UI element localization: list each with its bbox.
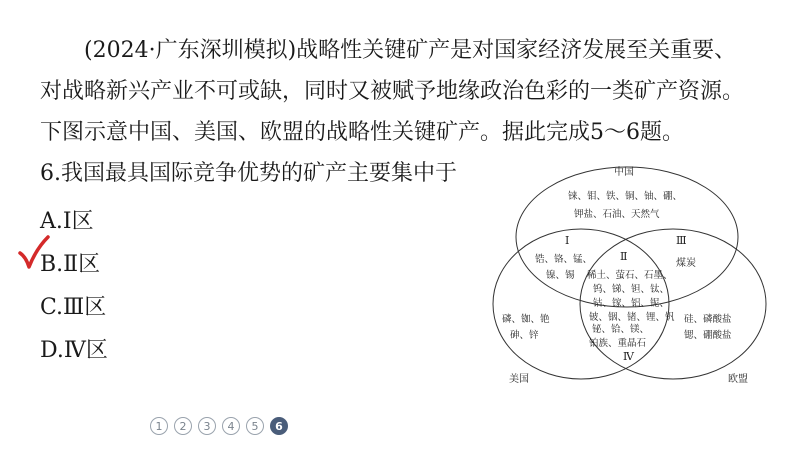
usa-only-text: 砷、锌 [510, 330, 539, 341]
page-button-4[interactable]: 4 [222, 417, 240, 435]
china-only-text: 钾盐、石油、天然气 [574, 209, 660, 220]
page-button-6-current[interactable]: 6 [270, 417, 288, 435]
page-button-5[interactable]: 5 [246, 417, 264, 435]
label-china: 中国 [614, 167, 634, 178]
zone-II-text: 钨、锑、钽、钛、 [593, 284, 670, 295]
zone-III-text: 煤炭 [676, 258, 696, 269]
region-IV-label: Ⅳ [623, 350, 634, 363]
passage [40, 30, 790, 153]
option-a[interactable]: A.Ⅰ区 [40, 209, 94, 234]
zone-IV-text: 铋、铪、镁、 [592, 324, 650, 335]
passage-line: (2024·广东深圳模拟)战略性关键矿产是对国家经济发展至关重要、 [84, 38, 737, 63]
usa-only-text: 磷、铷、铯 [502, 314, 550, 325]
zone-II-text: 钴、镓、铝、铌、 [593, 298, 670, 309]
zone-II-text: 铍、铟、锗、锂、钒 [589, 312, 675, 323]
label-usa: 美国 [509, 374, 529, 385]
page-button-2[interactable]: 2 [174, 417, 192, 435]
check-mark-icon [14, 233, 54, 273]
eu-only-text: 锶、硼酸盐 [684, 330, 732, 341]
zone-I-text: 锆、铬、锰、 [535, 254, 593, 265]
option-b[interactable]: B.Ⅱ区 [40, 252, 101, 277]
passage-line: 对战略新兴产业不可或缺，同时又被赋予地缘政治色彩的一类矿产资源。 [40, 79, 745, 104]
label-eu: 欧盟 [728, 374, 748, 385]
page-navigator [150, 417, 288, 435]
page-button-1[interactable]: 1 [150, 417, 168, 435]
region-III-label: Ⅲ [676, 234, 687, 247]
passage-line: 下图示意中国、美国、欧盟的战略性关键矿产。据此完成5～6题。 [40, 120, 684, 145]
page-button-3[interactable]: 3 [198, 417, 216, 435]
option-c[interactable]: C.Ⅲ区 [40, 295, 107, 320]
option-d[interactable]: D.Ⅳ区 [40, 338, 108, 363]
region-I-label: Ⅰ [565, 234, 570, 247]
china-only-text: 铼、钼、铁、铜、铀、硼、 [568, 191, 683, 202]
zone-II-text: 稀土、萤石、石墨、 [587, 270, 673, 281]
zone-I-text: 镍、锡 [546, 270, 575, 281]
question-text: 6.我国最具国际竞争优势的矿产主要集中于 [40, 161, 457, 186]
zone-IV-text: 铂族、重晶石 [589, 338, 647, 349]
eu-only-text: 硅、磷酸盐 [684, 314, 732, 325]
region-II-label: Ⅱ [620, 250, 628, 263]
venn-diagram [488, 158, 778, 390]
